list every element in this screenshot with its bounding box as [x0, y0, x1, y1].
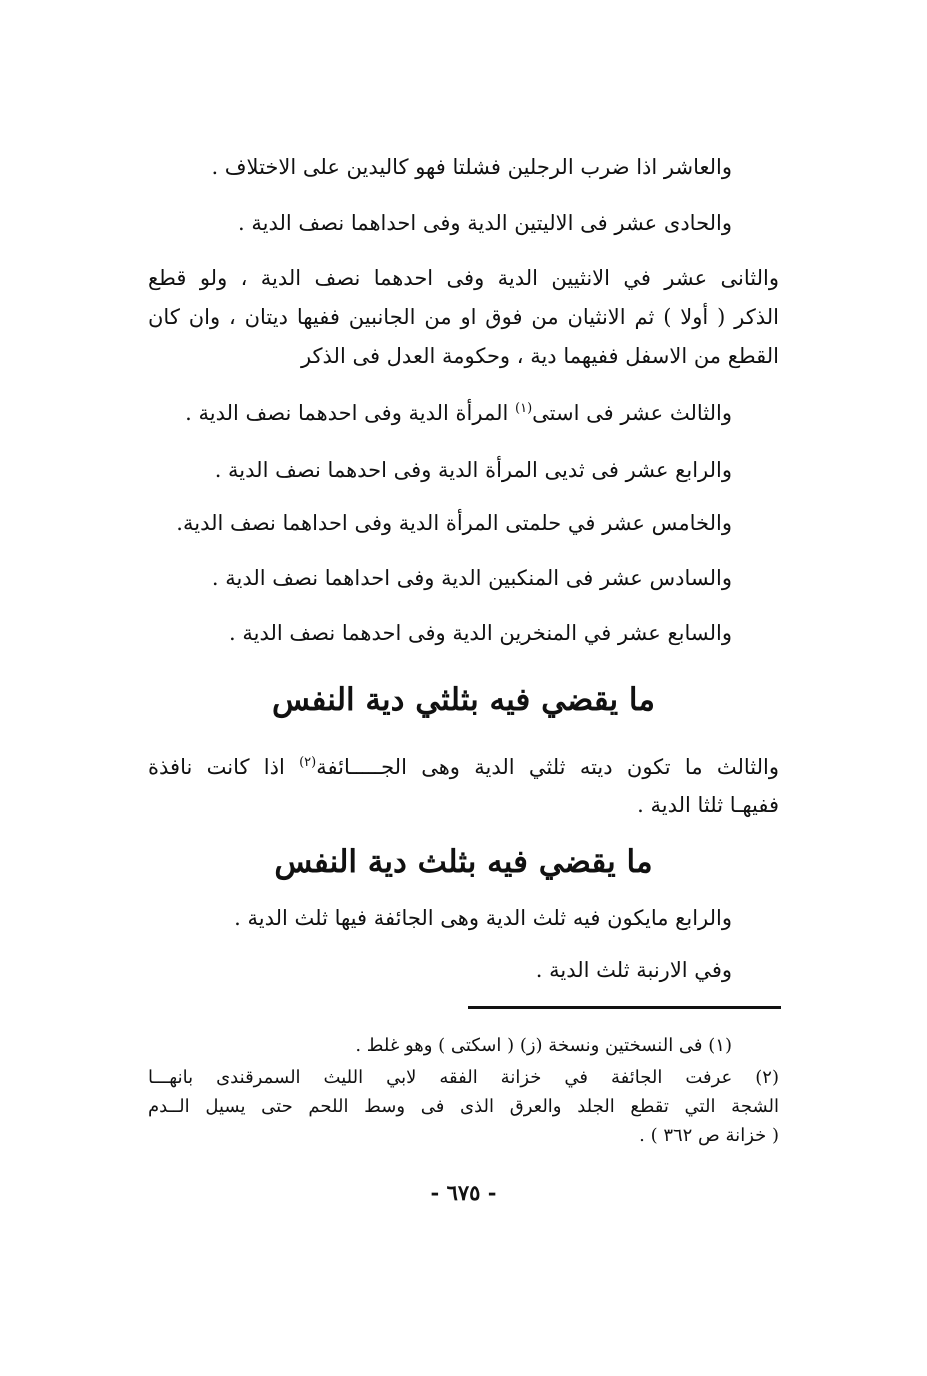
section-heading-two-thirds: ما يقضي فيه بثلثي دية النفس	[272, 682, 655, 718]
footnote-1: (١) فى النسختين ونسخة (ز) ( اسكتى ) وهو غلط .	[355, 1035, 732, 1056]
section1-line-2: ففيهـا ثلثا الدية .	[637, 793, 779, 817]
footnote-ref-2: (٢)	[299, 755, 317, 770]
paragraph-fourteenth: والرابع عشر فى ثديى المرأة الدية وفى احدهما نصف الدية .	[214, 458, 732, 482]
section2-line-1: والرابع مايكون فيه ثلث الدية وهى الجائفة فيها ثلث الدية .	[234, 906, 732, 930]
paragraph-tenth: والعاشر اذا ضرب الرجلين فشلتا فهو كاليدين على الاختلاف .	[211, 155, 732, 179]
section1-line-1-text-b: اذا كانت نافذة	[148, 755, 300, 779]
paragraph-twelfth-line-1: والثانى عشر في الانثيين الدية وفى احدهما نصف الدية ، ولو قطع	[148, 266, 779, 290]
footnote-ref-1: (١)	[515, 401, 533, 416]
section-heading-one-third: ما يقضي فيه بثلث دية النفس	[274, 844, 653, 880]
footnote-2-line-2: الشجة التي تقطع الجلد والعرق الذى فى وسط اللحم حتى يسيل الــدم	[148, 1096, 779, 1117]
paragraph-thirteenth-text-b: المرأة الدية وفى احدهما نصف الدية .	[185, 401, 516, 425]
paragraph-eleventh: والحادى عشر فى الاليتين الدية وفى احداهما نصف الدية .	[238, 211, 732, 235]
section1-line-1	[148, 752, 779, 782]
paragraph-sixteenth: والسادس عشر فى المنكبين الدية وفى احداهما نصف الدية .	[211, 566, 732, 590]
paragraph-thirteenth-text-a: والثالث عشر فى استى	[532, 401, 732, 425]
section2-line-2: وفي الارنبة ثلث الدية .	[535, 958, 732, 982]
paragraph-twelfth-line-2: الذكر ( أولا ) ثم الانثيان من فوق او من الجانبين ففيها ديتان ، وان كان	[148, 305, 779, 329]
page-number: - ٦٧٥ -	[430, 1180, 497, 1205]
paragraph-thirteenth	[185, 398, 732, 428]
section1-line-1-text-a: والثالث ما تكون ديته ثلثي الدية وهى الجـــــائفة	[316, 755, 779, 779]
footnote-2-line-1: (٢) عرفت الجائفة في خزانة الفقه لابي الليث السمرقندى بانهـــا	[148, 1067, 779, 1088]
paragraph-fifteenth: والخامس عشر في حلمتى المرأة الدية وفى احداهما نصف الدية.	[176, 511, 732, 535]
footnote-2-line-3: ( خزانة ص ٣٦٢ ) .	[639, 1125, 779, 1146]
paragraph-seventeenth: والسابع عشر في المنخرين الدية وفى احدهما نصف الدية .	[228, 621, 732, 645]
paragraph-twelfth-line-3: القطع من الاسفل ففيهما دية ، وحكومة العدل فى الذكر	[300, 344, 779, 368]
footnote-divider	[468, 1006, 781, 1009]
